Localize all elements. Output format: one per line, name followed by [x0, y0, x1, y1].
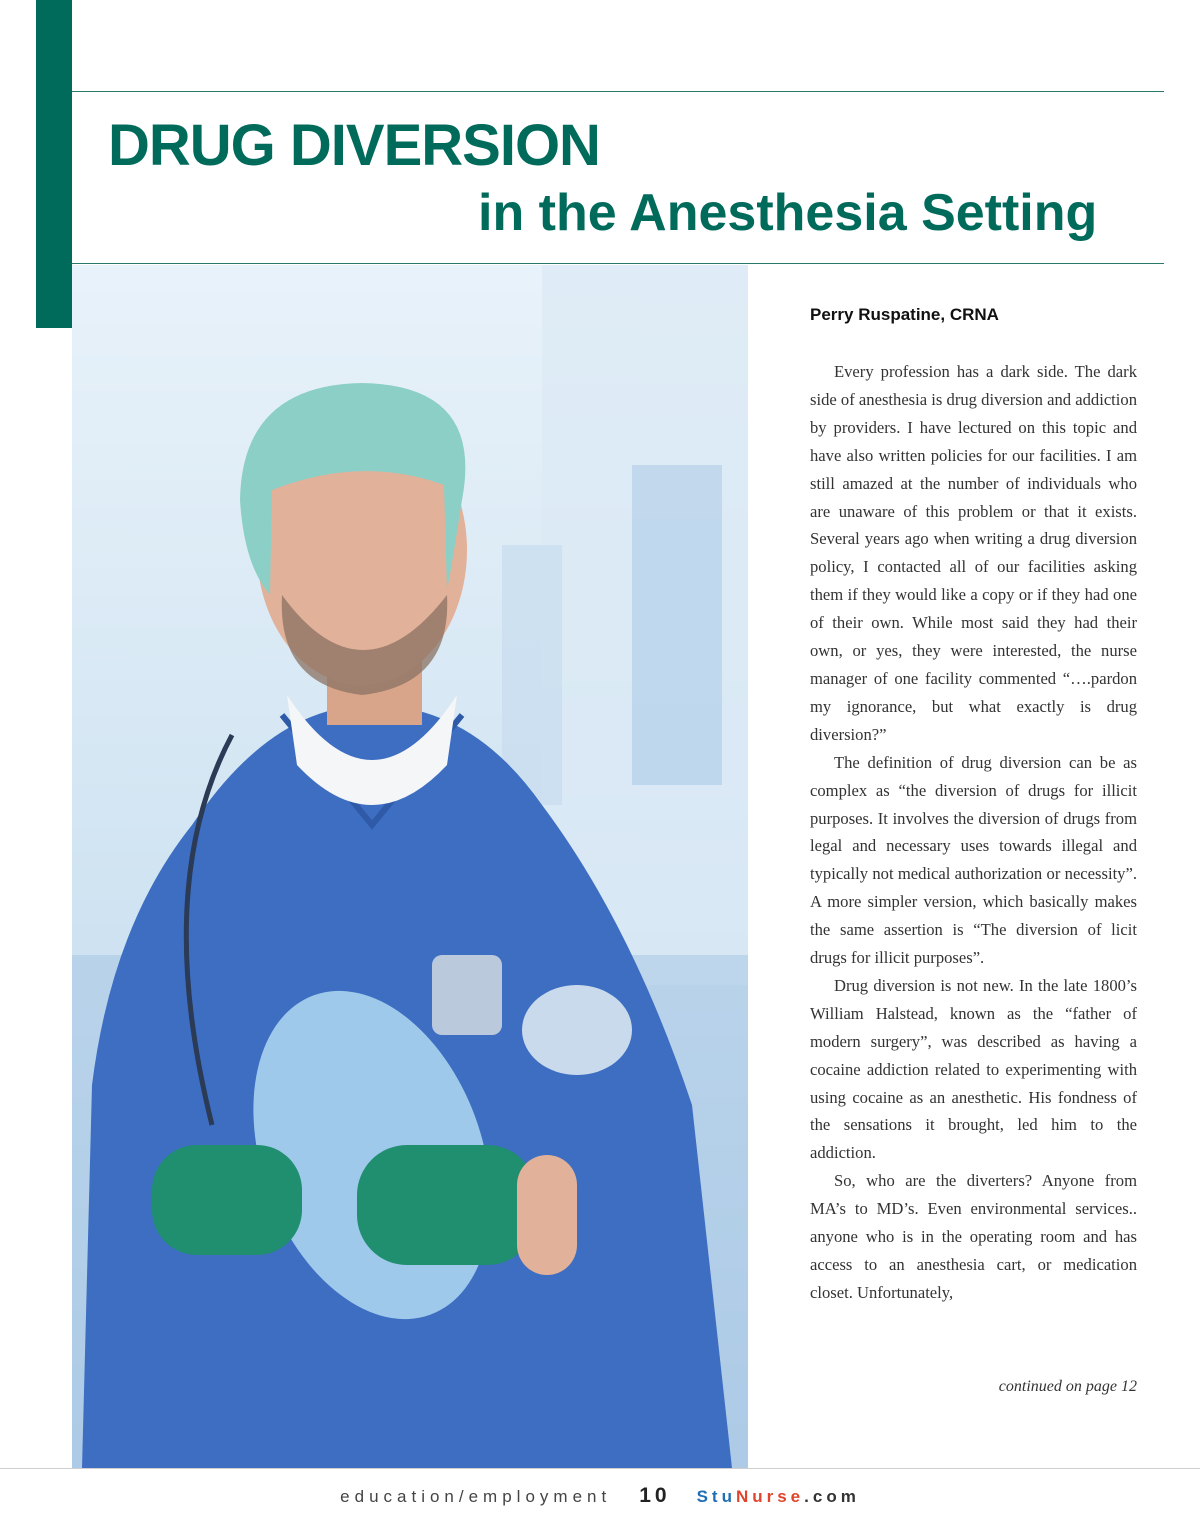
footer-site-name — [697, 1487, 860, 1506]
article-paragraph: The definition of drug diversion can be as complex as “the diversion of drugs for illicit purposes. It involves the diversion of drugs from legal and necessary uses towards illegal and typically not medical authorization or necessity”. A more simpler version, which basically makes the same assertion is “The diversion of licit drugs for illicit purposes”. — [810, 752, 1137, 968]
byline: Perry Ruspatine, CRNA — [810, 305, 999, 324]
article-title: DRUG DIVERSION — [108, 113, 600, 178]
continued-note: continued on page 12 — [998, 1378, 1137, 1395]
article-body — [810, 358, 1137, 1307]
accent-bar — [36, 0, 72, 328]
site-name-part-nurse: Nurse — [735, 1487, 805, 1506]
site-name-part-domain: .com — [804, 1487, 860, 1506]
page-number: 10 — [639, 1484, 671, 1507]
title-rule-top — [72, 91, 1164, 92]
title-rule-bottom — [72, 263, 1164, 264]
article-subtitle: in the Anesthesia Setting — [478, 184, 1098, 242]
article-paragraph: Drug diversion is not new. In the late 1800’s William Halstead, known as the “father of modern surgery”, was described as having a cocaine addiction related to experimenting with using cocaine as an anesthetic. His fondness of the sensations it brought, led him to the addiction. — [810, 975, 1137, 1163]
article-paragraph: Every profession has a dark side. The dark side of anesthesia is drug diversion and addiction by providers. I have lectured on this topic and have also written policies for our facilities. I am still amazed at the number of individuals who are unaware of this problem or that it exists. Several years ago when writing a drug diversion policy, I contacted all of our facilities asking them if they would like a copy or if they had one of their own. While most said they had their own, or yes, they were interested, the nurse manager of one facility commented “….pardon my ignorance, but what exactly is drug diversion?” — [810, 362, 1137, 744]
footer-tagline: education/employment — [340, 1487, 612, 1506]
site-name-part-stu: Stu — [696, 1487, 736, 1506]
hero-photo-anesthetist — [72, 265, 748, 1468]
page-footer — [0, 1484, 1200, 1508]
footer-rule — [0, 1468, 1200, 1469]
article-paragraph: So, who are the diverters? Anyone from MA’s to MD’s. Even environmental services.. anyone who is in the operating room and has access to an anesthesia cart, or medication closet. Unfortunately, — [810, 1171, 1137, 1302]
